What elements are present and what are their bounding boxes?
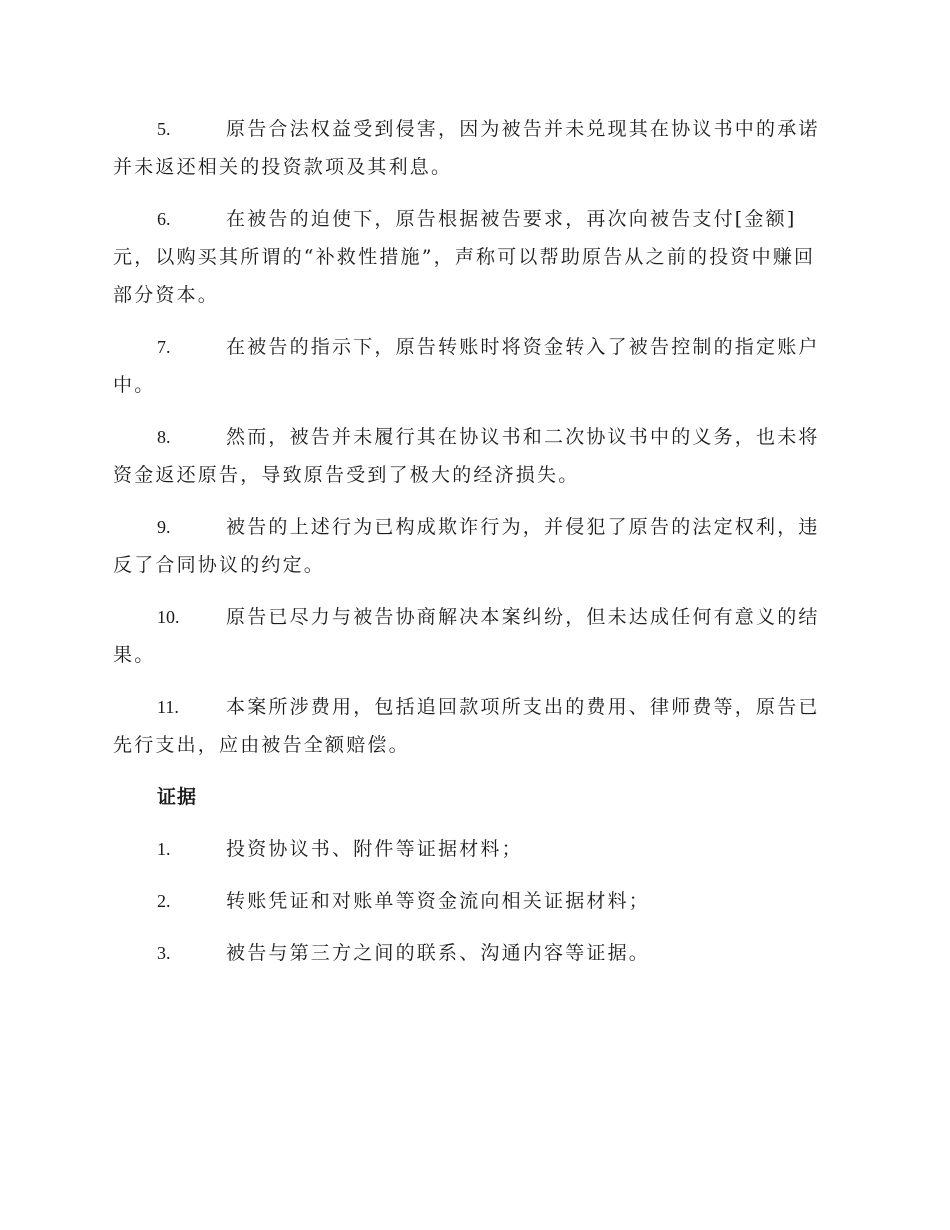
item-number: 7. xyxy=(157,337,171,357)
evidence-heading: 证据 xyxy=(157,786,198,808)
item-text: 在被告的指示下，原告转账时将资金转入了被告控制的指定账户中。 xyxy=(113,336,820,396)
list-item xyxy=(113,598,833,674)
list-item xyxy=(113,882,833,920)
item-text: 转账凭证和对账单等资金流向相关证据材料； xyxy=(226,890,651,912)
item-text: 被告与第三方之间的联系、沟通内容等证据。 xyxy=(226,942,651,964)
item-number: 6. xyxy=(157,209,171,229)
list-item xyxy=(113,508,833,584)
item-number: 1. xyxy=(157,839,171,859)
item-text: 原告已尽力与被告协商解决本案纠纷，但未达成任何有意义的结果。 xyxy=(113,606,820,666)
item-text: 被告的上述行为已构成欺诈行为，并侵犯了原告的法定权利，违反了合同协议的约定。 xyxy=(113,516,820,576)
item-text: 然而，被告并未履行其在协议书和二次协议书中的义务，也未将资金返还原告，导致原告受到了极大的经济损失。 xyxy=(113,426,820,486)
list-item xyxy=(113,200,833,314)
item-text: 原告合法权益受到侵害，因为被告并未兑现其在协议书中的承诺并未返还相关的投资款项及其利息。 xyxy=(113,118,820,178)
item-number: 3. xyxy=(157,943,171,963)
item-text: 本案所涉费用，包括追回款项所支出的费用、律师费等，原告已先行支出，应由被告全额赔偿。 xyxy=(113,696,820,756)
item-number: 10. xyxy=(157,607,180,627)
item-text: 投资协议书、附件等证据材料； xyxy=(226,838,523,860)
list-item xyxy=(113,328,833,404)
list-item xyxy=(113,688,833,764)
document-page xyxy=(113,110,833,986)
evidence-list xyxy=(113,830,833,972)
list-item xyxy=(113,830,833,868)
item-text: 在被告的迫使下，原告根据被告要求，再次向被告支付[金额]元，以购买其所谓的“补救性措施”，声称可以帮助原告从之前的投资中赚回部分资本。 xyxy=(113,208,816,306)
item-number: 2. xyxy=(157,891,171,911)
item-number: 5. xyxy=(157,119,171,139)
item-number: 11. xyxy=(157,697,179,717)
list-item xyxy=(113,418,833,494)
item-number: 9. xyxy=(157,517,171,537)
list-item xyxy=(113,110,833,186)
item-number: 8. xyxy=(157,427,171,447)
list-item xyxy=(113,934,833,972)
facts-list xyxy=(113,110,833,764)
